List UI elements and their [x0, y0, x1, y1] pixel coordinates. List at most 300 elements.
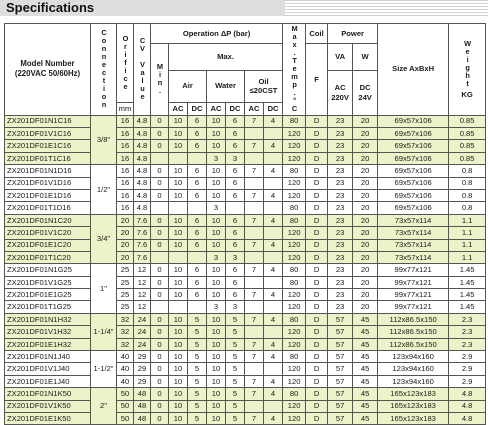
value-cell: 10	[207, 338, 226, 350]
value-cell: 7.6	[134, 251, 151, 263]
value-cell: 7	[245, 351, 264, 363]
value-cell: 10	[169, 115, 188, 127]
value-cell: 45	[353, 326, 378, 338]
value-cell: 120	[283, 189, 306, 201]
value-cell	[245, 301, 264, 313]
connection-cell: 1"	[91, 264, 117, 314]
value-cell: 20	[353, 276, 378, 288]
value-cell	[245, 177, 264, 189]
value-cell	[264, 152, 283, 164]
value-cell: 57	[328, 338, 353, 350]
value-cell: 6	[226, 239, 245, 251]
value-cell: 57	[328, 388, 353, 400]
value-cell: 0.8	[449, 202, 486, 214]
value-cell: 23	[328, 301, 353, 313]
value-cell: 45	[353, 363, 378, 375]
value-cell	[264, 326, 283, 338]
value-cell: 120	[283, 152, 306, 164]
value-cell: 0	[151, 239, 169, 251]
value-cell: 7.6	[134, 214, 151, 226]
value-cell: 0.85	[449, 140, 486, 152]
value-cell: 23	[328, 127, 353, 139]
value-cell: 7	[245, 264, 264, 276]
header-air-dc: DC	[188, 102, 207, 115]
value-cell: 80	[283, 214, 306, 226]
value-cell: 4	[264, 351, 283, 363]
value-cell	[169, 251, 188, 263]
value-cell: 80	[283, 313, 306, 325]
value-cell: D	[306, 400, 328, 412]
value-cell: 10	[207, 289, 226, 301]
value-cell: 6	[188, 140, 207, 152]
value-cell: 45	[353, 338, 378, 350]
value-cell: 10	[169, 289, 188, 301]
value-cell: 23	[328, 202, 353, 214]
value-cell: 6	[226, 177, 245, 189]
value-cell: 25	[117, 301, 134, 313]
value-cell: 0	[151, 388, 169, 400]
table-row	[5, 375, 486, 387]
value-cell: 0.85	[449, 152, 486, 164]
value-cell: 6	[226, 140, 245, 152]
value-cell: 10	[169, 189, 188, 201]
value-cell: 0	[151, 276, 169, 288]
connection-cell: 1/2"	[91, 165, 117, 215]
value-cell: 1.1	[449, 227, 486, 239]
value-cell: 6	[188, 189, 207, 201]
value-cell: 69x57x106	[378, 165, 449, 177]
model-cell: ZX201DF01E1H32	[5, 338, 91, 350]
header-water-ac: AC	[207, 102, 226, 115]
value-cell: D	[306, 202, 328, 214]
value-cell	[245, 326, 264, 338]
value-cell: 120	[283, 301, 306, 313]
value-cell: 10	[207, 375, 226, 387]
model-cell: ZX201DF01V1C16	[5, 127, 91, 139]
value-cell: 24	[134, 326, 151, 338]
value-cell: 57	[328, 375, 353, 387]
value-cell: 4	[264, 412, 283, 424]
value-cell: 4	[264, 115, 283, 127]
value-cell	[264, 363, 283, 375]
value-cell: 4	[264, 214, 283, 226]
value-cell: 23	[328, 239, 353, 251]
value-cell: 16	[117, 115, 134, 127]
value-cell: 80	[283, 165, 306, 177]
value-cell: 48	[134, 400, 151, 412]
value-cell: 40	[117, 375, 134, 387]
value-cell: 10	[169, 412, 188, 424]
table-row	[5, 276, 486, 288]
header-stripe	[285, 0, 488, 16]
value-cell	[264, 227, 283, 239]
value-cell: 5	[188, 388, 207, 400]
value-cell: 45	[353, 388, 378, 400]
value-cell: 10	[169, 264, 188, 276]
table-row	[5, 326, 486, 338]
value-cell: 4.8	[134, 165, 151, 177]
value-cell: 69x57x106	[378, 189, 449, 201]
value-cell: 1.1	[449, 251, 486, 263]
value-cell: 5	[188, 326, 207, 338]
value-cell: 0	[151, 375, 169, 387]
value-cell: D	[306, 313, 328, 325]
value-cell	[264, 301, 283, 313]
model-cell: ZX201DF01N1K50	[5, 388, 91, 400]
table-row	[5, 289, 486, 301]
value-cell: 24	[134, 313, 151, 325]
value-cell: D	[306, 227, 328, 239]
value-cell: 4.8	[449, 400, 486, 412]
value-cell: 7	[245, 165, 264, 177]
value-cell: 20	[353, 189, 378, 201]
value-cell: 20	[353, 301, 378, 313]
value-cell: 3	[207, 251, 226, 263]
value-cell: 20	[117, 227, 134, 239]
model-cell: ZX201DF01E1D16	[5, 189, 91, 201]
value-cell: 10	[207, 313, 226, 325]
header-orifice-text: Orifice	[121, 33, 130, 90]
value-cell: 0	[151, 140, 169, 152]
value-cell: 12	[134, 289, 151, 301]
value-cell: 12	[134, 264, 151, 276]
value-cell: 20	[353, 140, 378, 152]
value-cell	[188, 301, 207, 313]
value-cell: 10	[207, 165, 226, 177]
value-cell: 5	[226, 338, 245, 350]
header-w: W	[353, 44, 378, 71]
value-cell: 165x123x183	[378, 388, 449, 400]
value-cell: 24	[134, 338, 151, 350]
value-cell: 23	[328, 165, 353, 177]
value-cell: 23	[328, 152, 353, 164]
model-cell: ZX201DF01N1C16	[5, 115, 91, 127]
value-cell: 5	[188, 351, 207, 363]
value-cell: 23	[328, 214, 353, 226]
value-cell: 2.9	[449, 375, 486, 387]
value-cell: 45	[353, 375, 378, 387]
header-min	[151, 44, 169, 116]
value-cell: 10	[169, 351, 188, 363]
value-cell: 3	[226, 152, 245, 164]
value-cell: 10	[169, 165, 188, 177]
value-cell: 6	[188, 264, 207, 276]
model-cell: ZX201DF01V1J40	[5, 363, 91, 375]
value-cell: 99x77x121	[378, 301, 449, 313]
value-cell: 120	[283, 400, 306, 412]
value-cell: 20	[353, 127, 378, 139]
table-row	[5, 214, 486, 226]
value-cell	[151, 152, 169, 164]
model-cell: ZX201DF01V1H32	[5, 326, 91, 338]
value-cell: 4.8	[134, 177, 151, 189]
value-cell: 69x57x106	[378, 177, 449, 189]
value-cell: 0.85	[449, 115, 486, 127]
value-cell: 80	[283, 351, 306, 363]
value-cell: 25	[117, 264, 134, 276]
value-cell: 20	[353, 152, 378, 164]
value-cell	[188, 251, 207, 263]
value-cell: 12	[134, 276, 151, 288]
value-cell: 10	[207, 276, 226, 288]
connection-cell: 1-1/4"	[91, 313, 117, 350]
value-cell: 16	[117, 140, 134, 152]
value-cell	[188, 152, 207, 164]
header-size: Size AxBxH	[378, 24, 449, 116]
value-cell: 10	[207, 177, 226, 189]
header-maxtemp-text: Max.Temp.°C	[290, 24, 300, 112]
value-cell: 10	[169, 338, 188, 350]
value-cell: 20	[353, 227, 378, 239]
value-cell: 4.8	[134, 202, 151, 214]
value-cell	[188, 202, 207, 214]
value-cell: 112x86.5x150	[378, 313, 449, 325]
table-row	[5, 189, 486, 201]
value-cell: 7	[245, 189, 264, 201]
header-kg: KG	[461, 89, 473, 99]
value-cell	[245, 202, 264, 214]
header-orifice	[117, 24, 134, 103]
table-row	[5, 351, 486, 363]
value-cell: 0	[151, 115, 169, 127]
value-cell: 4.8	[134, 189, 151, 201]
value-cell: 50	[117, 412, 134, 424]
value-cell: 6	[226, 165, 245, 177]
value-cell: 0.8	[449, 165, 486, 177]
value-cell: 20	[353, 214, 378, 226]
value-cell: 5	[226, 400, 245, 412]
value-cell: 0	[151, 363, 169, 375]
value-cell: 10	[207, 189, 226, 201]
value-cell	[264, 177, 283, 189]
value-cell: 123x94x160	[378, 375, 449, 387]
value-cell: D	[306, 152, 328, 164]
value-cell: 20	[353, 239, 378, 251]
value-cell: 48	[134, 412, 151, 424]
value-cell: 23	[328, 189, 353, 201]
value-cell: 73x57x114	[378, 227, 449, 239]
model-cell: ZX201DF01E1C20	[5, 239, 91, 251]
value-cell: 16	[117, 202, 134, 214]
value-cell: 23	[328, 251, 353, 263]
value-cell: 73x57x114	[378, 239, 449, 251]
value-cell: 4	[264, 264, 283, 276]
table-row	[5, 115, 486, 127]
header-water: Water	[207, 70, 245, 102]
table-row	[5, 227, 486, 239]
value-cell	[264, 400, 283, 412]
table-row	[5, 177, 486, 189]
value-cell: 10	[207, 264, 226, 276]
value-cell: 112x86.5x150	[378, 326, 449, 338]
table-row	[5, 251, 486, 263]
value-cell: 0	[151, 177, 169, 189]
model-cell: ZX201DF01N1H32	[5, 313, 91, 325]
value-cell	[169, 152, 188, 164]
value-cell: 4.8	[134, 140, 151, 152]
value-cell: D	[306, 375, 328, 387]
value-cell: 6	[226, 214, 245, 226]
value-cell: 10	[207, 227, 226, 239]
model-cell: ZX201DF01V1C20	[5, 227, 91, 239]
value-cell: 10	[207, 388, 226, 400]
model-cell: ZX201DF01T1G25	[5, 301, 91, 313]
model-cell: ZX201DF01T1C16	[5, 152, 91, 164]
value-cell: 6	[188, 289, 207, 301]
value-cell: 4.8	[134, 115, 151, 127]
value-cell: 80	[283, 115, 306, 127]
header-water-dc: DC	[226, 102, 245, 115]
model-cell: ZX201DF01E1J40	[5, 375, 91, 387]
value-cell: 3	[226, 251, 245, 263]
value-cell: 16	[117, 127, 134, 139]
value-cell: 20	[353, 289, 378, 301]
value-cell: 5	[188, 363, 207, 375]
connection-cell: 3/8"	[91, 115, 117, 165]
table-row	[5, 202, 486, 214]
value-cell: 120	[283, 363, 306, 375]
value-cell: 25	[117, 289, 134, 301]
value-cell	[264, 202, 283, 214]
value-cell: 10	[169, 227, 188, 239]
value-cell: 10	[207, 351, 226, 363]
value-cell: 10	[169, 276, 188, 288]
value-cell: 32	[117, 313, 134, 325]
value-cell: 10	[207, 400, 226, 412]
model-cell: ZX201DF01E1K50	[5, 412, 91, 424]
value-cell: 10	[169, 375, 188, 387]
value-cell: 2.3	[449, 313, 486, 325]
value-cell: 6	[188, 227, 207, 239]
value-cell: 20	[353, 177, 378, 189]
value-cell: 80	[283, 276, 306, 288]
value-cell: 4	[264, 388, 283, 400]
value-cell: 6	[226, 115, 245, 127]
value-cell: 10	[169, 239, 188, 251]
value-cell: D	[306, 289, 328, 301]
value-cell: 57	[328, 351, 353, 363]
value-cell	[264, 251, 283, 263]
value-cell: 69x57x106	[378, 115, 449, 127]
value-cell: 3	[207, 301, 226, 313]
table-row	[5, 301, 486, 313]
value-cell: 29	[134, 351, 151, 363]
header-connection-text: Connection	[99, 28, 109, 108]
value-cell	[264, 127, 283, 139]
table-row	[5, 313, 486, 325]
value-cell: 29	[134, 375, 151, 387]
value-cell: 57	[328, 363, 353, 375]
value-cell: 20	[353, 115, 378, 127]
value-cell: 50	[117, 388, 134, 400]
value-cell: D	[306, 115, 328, 127]
value-cell: 10	[169, 326, 188, 338]
value-cell: 20	[353, 165, 378, 177]
value-cell: 6	[226, 276, 245, 288]
value-cell: 20	[117, 214, 134, 226]
value-cell: 0	[151, 289, 169, 301]
value-cell: 10	[207, 326, 226, 338]
value-cell: 5	[188, 412, 207, 424]
value-cell: 6	[226, 189, 245, 201]
value-cell	[226, 202, 245, 214]
value-cell: D	[306, 127, 328, 139]
value-cell: 10	[207, 140, 226, 152]
header-operation: Operation ΔP (bar)	[151, 24, 283, 44]
value-cell: 4.8	[134, 127, 151, 139]
value-cell: 7	[245, 239, 264, 251]
value-cell: 16	[117, 152, 134, 164]
value-cell: 120	[283, 326, 306, 338]
value-cell: 120	[283, 140, 306, 152]
model-cell: ZX201DF01N1J40	[5, 351, 91, 363]
value-cell: D	[306, 214, 328, 226]
value-cell: 6	[188, 165, 207, 177]
value-cell	[245, 127, 264, 139]
value-cell: 23	[328, 276, 353, 288]
value-cell: 6	[188, 177, 207, 189]
value-cell	[169, 301, 188, 313]
value-cell: 20	[117, 251, 134, 263]
value-cell: 7.6	[134, 239, 151, 251]
value-cell: 0	[151, 338, 169, 350]
value-cell: 20	[353, 264, 378, 276]
value-cell: D	[306, 326, 328, 338]
model-cell: ZX201DF01T1C20	[5, 251, 91, 263]
value-cell: 4.8	[134, 152, 151, 164]
header-cv-text: CV Value	[138, 36, 147, 100]
value-cell: 4	[264, 289, 283, 301]
value-cell: 4	[264, 140, 283, 152]
value-cell: 16	[117, 189, 134, 201]
value-cell	[169, 202, 188, 214]
value-cell: 120	[283, 289, 306, 301]
value-cell: 0	[151, 165, 169, 177]
value-cell: 7	[245, 375, 264, 387]
value-cell	[264, 276, 283, 288]
value-cell: 10	[207, 115, 226, 127]
header-power: Power	[328, 24, 378, 44]
value-cell: 0.8	[449, 189, 486, 201]
value-cell: 0	[151, 400, 169, 412]
value-cell: 80	[283, 202, 306, 214]
table-row	[5, 165, 486, 177]
value-cell: 20	[117, 239, 134, 251]
value-cell: 120	[283, 239, 306, 251]
value-cell: 5	[226, 375, 245, 387]
value-cell: 99x77x121	[378, 276, 449, 288]
value-cell: 5	[226, 363, 245, 375]
value-cell: 25	[117, 276, 134, 288]
value-cell: 123x94x160	[378, 351, 449, 363]
connection-cell: 1-1/2"	[91, 351, 117, 388]
value-cell: 10	[169, 214, 188, 226]
value-cell: 10	[169, 177, 188, 189]
value-cell: 69x57x106	[378, 202, 449, 214]
value-cell: D	[306, 140, 328, 152]
model-cell: ZX201DF01E1C16	[5, 140, 91, 152]
value-cell: D	[306, 301, 328, 313]
value-cell: 5	[226, 326, 245, 338]
value-cell: 16	[117, 165, 134, 177]
model-cell: ZX201DF01V1K50	[5, 400, 91, 412]
specifications-table	[4, 23, 486, 425]
value-cell: 5	[226, 351, 245, 363]
value-cell: 120	[283, 177, 306, 189]
value-cell: 0	[151, 127, 169, 139]
value-cell	[245, 363, 264, 375]
value-cell: 4	[264, 165, 283, 177]
